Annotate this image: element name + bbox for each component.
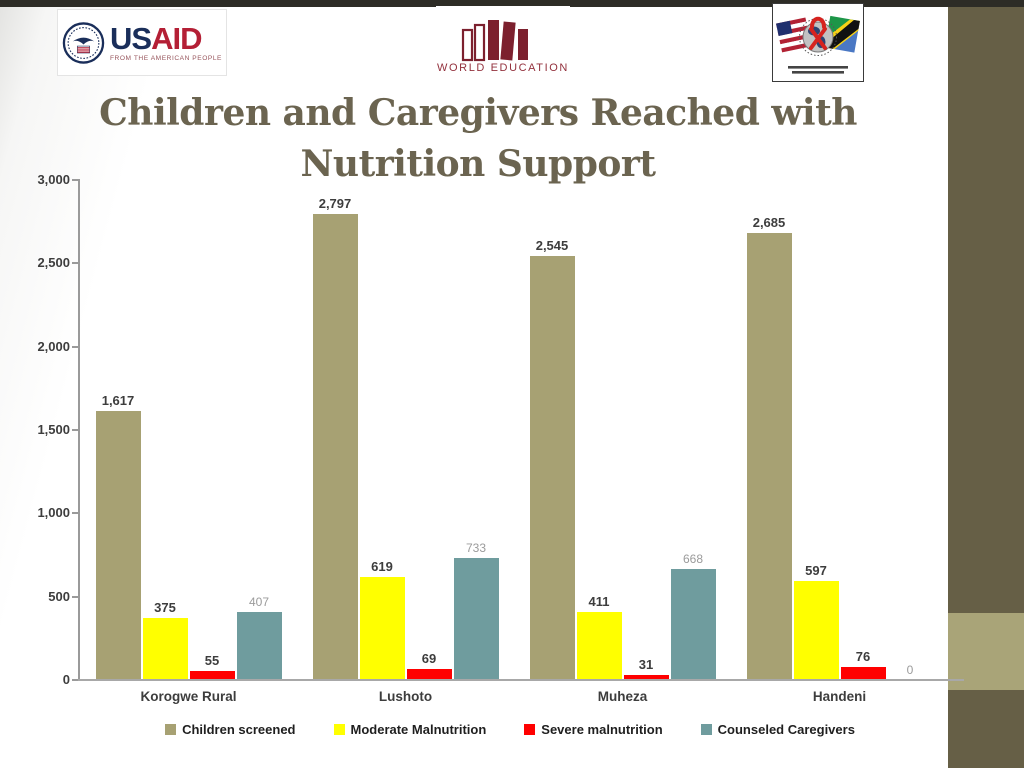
bar-children-screened-lushoto xyxy=(313,214,358,680)
bar-value-label: 55 xyxy=(204,652,220,668)
bar-group-lushoto xyxy=(313,195,499,704)
bar-value-label: 69 xyxy=(421,650,437,666)
bar-group-muheza xyxy=(530,237,716,704)
bar-column-severe-malnutrition-korogwe-rural xyxy=(190,653,235,680)
bar-value-label: 31 xyxy=(638,656,654,672)
legend-label-children-screened: Children screened xyxy=(182,722,296,737)
slide-title: Children and Caregivers Reached with Nutrition Support xyxy=(99,92,857,185)
bar-value-label: 2,797 xyxy=(318,195,352,211)
bar-value-label: 375 xyxy=(154,599,176,615)
bar-value-label: 76 xyxy=(855,649,871,665)
legend-label-moderate-malnutrition: Moderate Malnutrition xyxy=(350,722,487,737)
y-tick-label: 2,000 xyxy=(37,338,70,354)
bar-column-moderate-malnutrition-muheza xyxy=(577,594,622,681)
bar-column-severe-malnutrition-muheza xyxy=(624,657,669,680)
bar-column-severe-malnutrition-handeni xyxy=(841,649,886,680)
category-label-handeni: Handeni xyxy=(812,689,867,704)
bar-column-children-screened-lushoto xyxy=(313,196,358,680)
bars-muheza xyxy=(530,238,716,680)
y-tick-label: 1,500 xyxy=(37,422,70,437)
bar-value-label: 2,685 xyxy=(752,214,786,230)
legend-item-children-screened xyxy=(165,722,295,737)
category-label-muheza: Muheza xyxy=(597,689,648,704)
bar-column-moderate-malnutrition-lushoto xyxy=(360,559,405,680)
bar-column-counseled-caregivers-handeni xyxy=(888,663,933,680)
legend-item-moderate-malnutrition xyxy=(334,722,487,737)
x-axis-line xyxy=(78,679,964,681)
bar-counseled-caregivers-muheza xyxy=(671,569,716,680)
bars-korogwe-rural xyxy=(96,393,282,681)
legend-swatch-counseled-caregivers xyxy=(701,724,712,735)
bar-column-counseled-caregivers-muheza xyxy=(671,552,716,680)
bar-column-moderate-malnutrition-korogwe-rural xyxy=(143,600,188,681)
y-tick-label: 500 xyxy=(48,588,70,604)
legend-swatch-severe-malnutrition xyxy=(524,724,535,735)
bar-column-severe-malnutrition-lushoto xyxy=(407,651,452,681)
bar-moderate-malnutrition-lushoto xyxy=(360,577,405,680)
bar-counseled-caregivers-korogwe-rural xyxy=(237,612,282,680)
legend-swatch-children-screened xyxy=(165,724,176,735)
bar-value-label: 668 xyxy=(682,551,704,566)
bar-value-label: 411 xyxy=(588,593,610,609)
bar-moderate-malnutrition-korogwe-rural xyxy=(143,618,188,681)
bar-children-screened-handeni xyxy=(747,233,792,681)
legend-swatch-moderate-malnutrition xyxy=(334,724,345,735)
right-sidebar xyxy=(948,7,1024,768)
legend-label-severe-malnutrition: Severe malnutrition xyxy=(541,722,663,737)
bar-value-label: 1,617 xyxy=(101,392,135,408)
category-label-lushoto: Lushoto xyxy=(378,689,433,704)
y-axis xyxy=(18,172,70,687)
world-education-wordmark: WORLD EDUCATION xyxy=(437,62,569,74)
y-tick-label: 2,500 xyxy=(37,255,70,271)
legend-label-counseled-caregivers: Counseled Caregivers xyxy=(717,722,855,737)
bar-column-counseled-caregivers-korogwe-rural xyxy=(237,595,282,680)
usaid-wordmark-aid: AID xyxy=(151,20,202,56)
bar-moderate-malnutrition-handeni xyxy=(794,581,839,681)
bar-value-label: 597 xyxy=(805,562,827,578)
bar-moderate-malnutrition-muheza xyxy=(577,612,622,681)
chart-legend xyxy=(80,722,940,737)
bar-group-handeni xyxy=(747,214,933,704)
bars-lushoto xyxy=(313,196,499,680)
bar-group-korogwe-rural xyxy=(96,392,282,704)
bar-column-counseled-caregivers-lushoto xyxy=(454,541,499,680)
y-tick-label: 3,000 xyxy=(37,172,70,187)
bar-value-label: 2,545 xyxy=(535,237,569,253)
bar-column-moderate-malnutrition-handeni xyxy=(794,563,839,681)
usaid-tagline: FROM THE AMERICAN PEOPLE xyxy=(109,54,222,62)
bar-column-children-screened-handeni xyxy=(747,215,792,681)
bar-value-label: 407 xyxy=(248,595,270,610)
bar-value-label: 619 xyxy=(371,558,393,574)
y-tick-label: 1,000 xyxy=(37,505,70,521)
bar-children-screened-muheza xyxy=(530,256,575,680)
legend-item-severe-malnutrition xyxy=(524,722,662,737)
plot-area xyxy=(80,180,948,704)
bar-value-label: 733 xyxy=(465,540,487,555)
bar-counseled-caregivers-lushoto xyxy=(454,558,499,680)
category-label-korogwe-rural: Korogwe Rural xyxy=(140,689,237,704)
bar-column-children-screened-muheza xyxy=(530,238,575,680)
bar-children-screened-korogwe-rural xyxy=(96,411,141,681)
bar-value-label: 0 xyxy=(906,663,914,677)
usaid-wordmark-us: US xyxy=(109,20,152,56)
bars-handeni xyxy=(747,215,933,681)
legend-item-counseled-caregivers xyxy=(701,722,855,737)
y-tick-label: 0 xyxy=(62,672,70,687)
bar-column-children-screened-korogwe-rural xyxy=(96,393,141,681)
